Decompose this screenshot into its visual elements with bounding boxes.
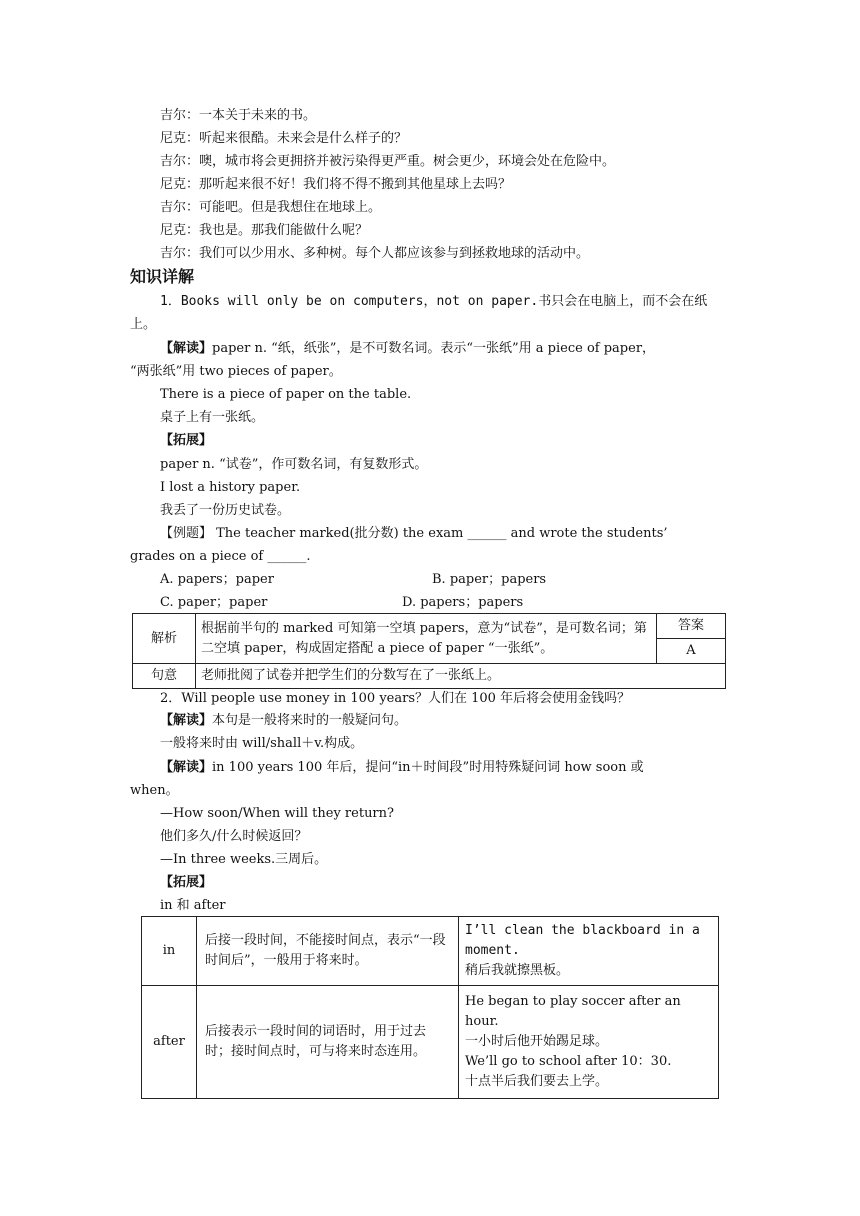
answer-label: 答案 bbox=[657, 614, 726, 639]
table-row bbox=[142, 986, 719, 1099]
tuozhan-tag: 【拓展】 bbox=[160, 875, 213, 890]
compare-title: in 和 after bbox=[160, 898, 226, 913]
dialogue-line: 尼克：我也是。那我们能做什么呢？ bbox=[160, 223, 369, 238]
comparison-table bbox=[141, 916, 719, 1099]
tuozhan-example-chinese: 我丢了一份历史试卷。 bbox=[160, 503, 291, 518]
table-row bbox=[142, 917, 719, 986]
example-chinese: 桌子上有一张纸。 bbox=[160, 410, 265, 425]
dialogue-line: 吉尔：可能吧。但是我想住在地球上。 bbox=[160, 200, 382, 215]
juyi-label: 句意 bbox=[133, 664, 196, 689]
jiedu-tag: 【解读】 bbox=[160, 341, 213, 356]
point2-jiedu-cont: 一般将来时由 will/shall＋v.构成。 bbox=[160, 736, 364, 751]
point2-jiedu bbox=[160, 711, 407, 731]
usage-cell: 后接表示一段时间的词语时，用于过去时；接时间点时，可与将来时态连用。 bbox=[197, 986, 459, 1099]
tuozhan-example-english: I lost a history paper. bbox=[160, 480, 301, 495]
jiexi-text: 根据前半句的 marked 可知第一空填 papers，意为“试卷”，是可数名词；第二空填 paper，构成固定搭配 a piece of paper “一张纸”。 bbox=[196, 614, 657, 664]
example-line: 一小时后他开始踢足球。 bbox=[465, 1034, 609, 1049]
usage-cell: 后接一段时间，不能接时间点，表示“一段时间后”，一般用于将来时。 bbox=[197, 917, 459, 986]
example-line: We’ll go to school after 10：30. bbox=[465, 1054, 672, 1069]
example-answer: —In three weeks.三周后。 bbox=[160, 852, 328, 867]
jiedu-text: 本句是一般将来时的一般疑问句。 bbox=[212, 713, 408, 728]
example-line: He began to play soccer after an hour. bbox=[465, 994, 681, 1029]
point2-sentence: 2．Will people use money in 100 years？人们在 100 年后将会使用金钱吗？ bbox=[160, 691, 631, 706]
point1-jiedu-cont: “两张纸”用 two pieces of paper。 bbox=[130, 364, 342, 379]
section-title: 知识详解 bbox=[130, 267, 195, 286]
point1-jiedu bbox=[160, 339, 655, 359]
option-c: C. paper；paper bbox=[160, 595, 268, 610]
option-b: B. paper；papers bbox=[432, 572, 547, 587]
jiexi-label: 解析 bbox=[133, 614, 196, 664]
dialogue-line: 吉尔：噢，城市将会更拥挤并被污染得更严重。树会更少，环境会处在危险中。 bbox=[160, 154, 616, 169]
example-question: —How soon/When will they return? bbox=[160, 806, 394, 821]
dialogue-line: 尼克：那听起来很不好！我们将不得不搬到其他星球上去吗？ bbox=[160, 177, 512, 192]
point1-sentence: 1．Books will only be on computers，not on paper.书只会在电脑上，而不会在纸 bbox=[160, 294, 708, 309]
example-line: 十点半后我们要去上学。 bbox=[465, 1074, 609, 1089]
tuozhan-tag: 【拓展】 bbox=[160, 433, 213, 448]
jiedu-text: in 100 years 100 年后，提问“in＋时间段”时用特殊疑问词 how soon 或 bbox=[212, 760, 644, 775]
dialogue-line: 吉尔：一本关于未来的书。 bbox=[160, 108, 317, 123]
jiedu-tag: 【解读】 bbox=[160, 760, 213, 775]
point2-jiedu2 bbox=[160, 758, 644, 778]
exercise-question: 【例题】 The teacher marked(批分数) the exam ______ and wrote the students’ bbox=[160, 526, 668, 541]
jiedu-text: paper n. “纸，纸张”，是不可数名词。表示“一张纸”用 a piece of paper， bbox=[212, 341, 656, 356]
option-d: D. papers；papers bbox=[402, 595, 524, 610]
example-line: I’ll clean the blackboard in a moment. bbox=[465, 923, 700, 958]
tuozhan-text: paper n. “试卷”，作可数名词，有复数形式。 bbox=[160, 457, 428, 472]
example-line: 稍后我就擦黑板。 bbox=[465, 963, 570, 978]
example-english: There is a piece of paper on the table. bbox=[160, 387, 412, 402]
example-cell bbox=[459, 917, 719, 986]
dialogue-line: 吉尔：我们可以少用水、多种树。每个人都应该参与到拯救地球的活动中。 bbox=[160, 246, 590, 261]
point1-sentence-cont: 上。 bbox=[130, 317, 157, 332]
analysis-table bbox=[132, 613, 726, 689]
word-cell: in bbox=[142, 917, 197, 986]
option-a: A. papers；paper bbox=[160, 572, 274, 587]
juyi-text: 老师批阅了试卷并把学生们的分数写在了一张纸上。 bbox=[196, 664, 726, 689]
dialogue-line: 尼克：听起来很酷。未来会是什么样子的？ bbox=[160, 131, 408, 146]
jiedu-tag: 【解读】 bbox=[160, 713, 213, 728]
answer-value: A bbox=[657, 639, 726, 664]
example-cell bbox=[459, 986, 719, 1099]
point2-jiedu2-cont: when。 bbox=[130, 783, 179, 798]
word-cell: after bbox=[142, 986, 197, 1099]
exercise-question-cont: grades on a piece of ______. bbox=[130, 549, 311, 564]
example-question-chinese: 他们多久/什么时候返回？ bbox=[160, 829, 308, 844]
